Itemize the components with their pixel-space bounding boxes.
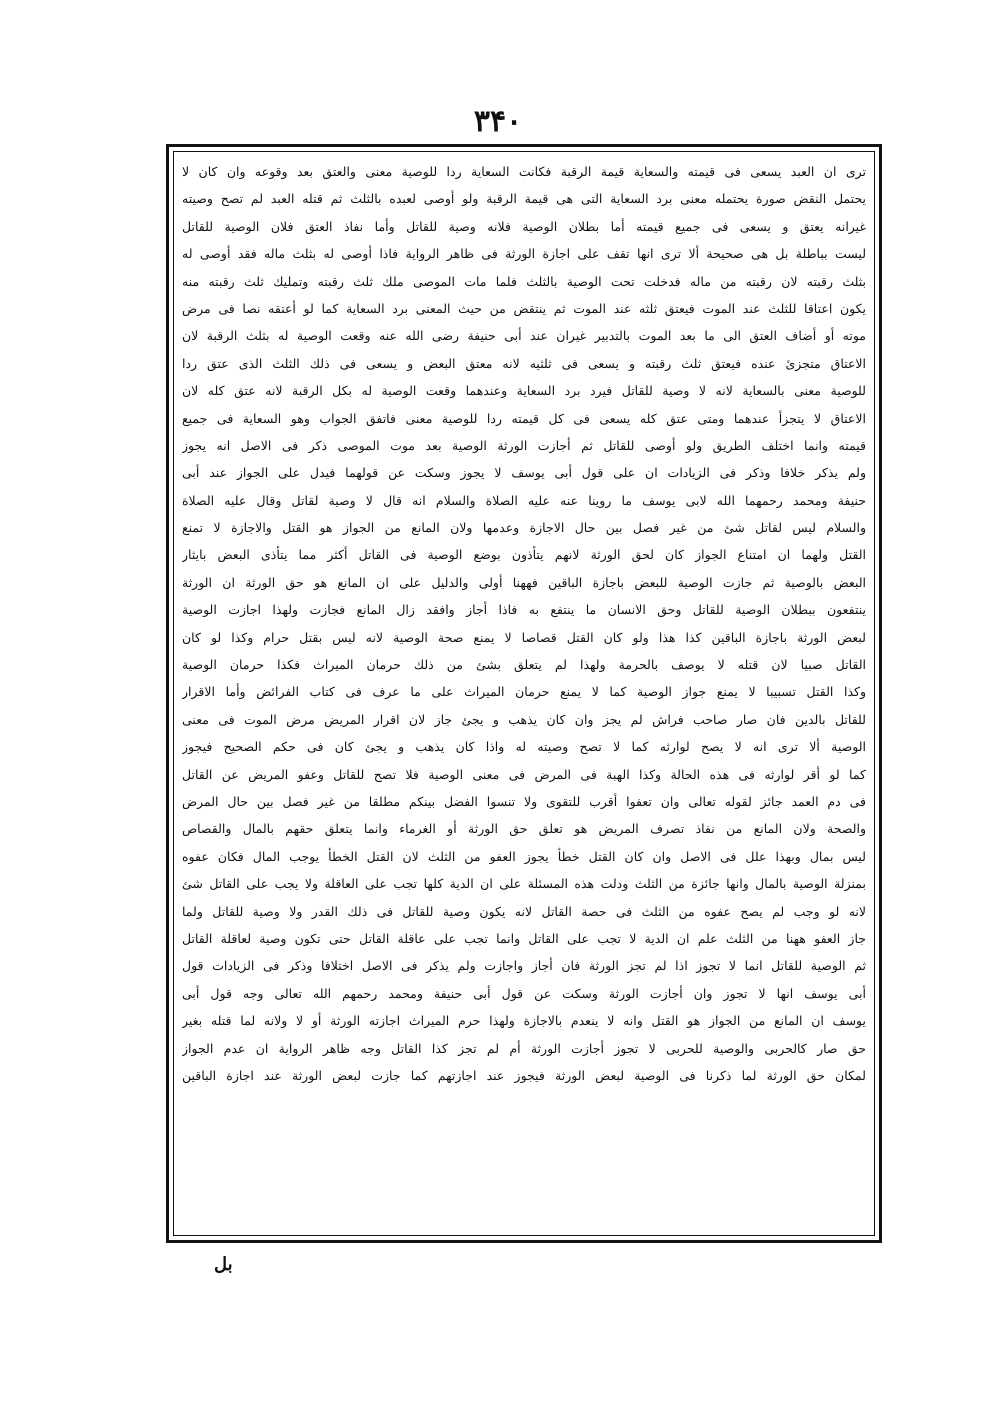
text-line: للقاتل بالدين فان صار صاحب فراش لم يجز وان كان يذهب و يجئ جاز لان اقرار المريض مرض الموت فى معنى [182,711,866,727]
text-line: بمنزلة الوصية بالمال وانها جائزة من الثلث ودلت هذه المسئلة على ان الدية كلها تجب على العاقلة ولا يجب على القاتل شئ [182,876,866,892]
text-line: يحتمل النقض صورة يحتمله معنى برد السعاية التى هى قيمة الرقبة ولو أوصى لعبده بالثلث ثم قتله العبد لم تصح وصيته [182,191,866,207]
text-line: القاتل صبيا لان قتله لا يوصف بالحرمة ولهذا لم يتعلق بشئ من ذلك حرمان الميراث فكذا حرمان الوصية [182,657,866,673]
text-line: حق صار كالحربى والوصية للحربى لا تجوز أجازت الورثة أم لم تجز كذا القاتل وجه ظاهر الرواية ان عدم الجواز [182,1040,866,1056]
text-line: البعض بالوصية ثم جازت الوصية للبعض باجازة الباقين فههنا أولى والدليل على ان المانع هو حق الورثة ان الورثة [182,574,866,590]
text-line: موته أو أضاف العتق الى ما بعد الموت بالتدبير غيران عند أبى حنيفة رضى الله عنه وقعت الوصية له بثلث الرقبة لان [182,328,866,344]
text-line: والصحة ولان المانع من نفاذ تصرف المريض هو تعلق حق الورثة أو الغرماء وانما يتعلق حقهم بالمال والقصاص [182,821,866,837]
text-line: الوصية ألا ترى انه لا يصح لوارثه كما لا تصح وصيته له واذا كان يذهب و يجئ كان فى حكم الصحيح فيجوز [182,739,866,755]
catchword: بل [214,1254,233,1275]
text-frame-inner [173,151,875,1236]
body-text [182,158,866,1089]
text-line: فى دم العمد جائز لقوله تعالى وان تعفوا أقرب للتقوى ولا تنسوا الفضل بينكم مطلقا من غير فصل بين حال المرض [182,793,866,809]
text-line: غيرانه يعتق و يسعى فى جميع قيمته أما بطلان الوصية فلانه وصية للقاتل وأما نفاذ العتق فلان الوصية للقاتل [182,218,866,234]
text-line: كما لو أقر لوارثه فى هذه الحالة وكذا الهبة فى المرض فى معنى الوصية فلا تصح للقاتل وعفو المريض عن القاتل [182,766,866,782]
text-line: وكذا القتل تسبيبا لا يمنع جواز الوصية كما لا يمنع حرمان الميراث على ما عرف فى كتاب الفرائض وأما الاقرار [182,684,866,700]
text-line: يكون اعتاقا للثلث عند الموت فيعتق ثلثه عند الموت ثم ينتقض من حيث المعنى برد السعاية كما لو أعتقه نصا فى مرض [182,300,866,316]
text-line: للوصية معنى بالسعاية لانه لا وصية للقاتل فيرد برد السعاية وعندهما وقعت الوصية له بكل الرقبة لانه عتق كله لان [182,383,866,399]
text-line: ليست بباطلة بل هى صحيحة ألا ترى انها تقف على اجازة الورثة فى ظاهر الرواية فاذا أوصى له بثلث ماله فقد أوصى له [182,246,866,262]
text-line: قيمته وانما اختلف الطريق ولو أوصى للقاتل ثم أجازت الورثة الوصية بعد موت الموصى ذكر فى الاصل انه يجوز [182,437,866,453]
text-line: لانه لو وجب لم يصح عفوه من الثلث فى حصة القاتل لانه يكون وصية للقاتل فى ذلك القدر ولا وصية للقاتل ولما [182,903,866,919]
text-line: ليس بمال وبهذا علل فى الاصل وان كان القتل خطأ يجوز العفو من الثلث لان القتل الخطأ يوجب المال فكان عفوه [182,848,866,864]
text-line: والسلام ليس لقاتل شئ من غير فصل بين حال الاجازة وعدمها ولان المانع من الجواز هو القتل والاجازة لا تمنع [182,520,866,536]
text-line: أبى يوسف انها لا تجوز وان أجازت الورثة وسكت عن قول أبى حنيفة ومحمد رحمهم الله تعالى وجه قول أبى [182,985,866,1001]
text-line: لمكان حق الورثة لما ذكرنا فى الوصية لبعض الورثة فيجوز عند اجازتهم كما جازت لبعض الورثة عند اجازة الباقين [182,1067,866,1083]
text-line: لبعض الورثة باجازة الباقين كذا هذا ولو كان القتل قصاصا لا يمنع صحة الوصية لانه ليس بقتل حرام وكذا لو كان [182,629,866,645]
text-line: الاعتاق لا يتجزأ عندهما ومتى عتق كله يسعى فى كل قيمته ردا للوصية معنى فاتفق الجواب وهو السعاية فى جميع [182,410,866,426]
text-line: جاز العفو ههنا من الثلث علم ان الدية لا تجب على القاتل وانما تجب على عاقلة القاتل حتى تكون وصية لعاقلة القاتل [182,930,866,946]
text-line: ولم يذكر خلافا وذكر فى الزيادات ان على قول أبى يوسف لا يجوز وسكت عن قولهما فيدل على الجواز عند أبى [182,465,866,481]
text-line: ترى ان العبد يسعى فى قيمته والسعاية قيمة الرقبة فكانت السعاية ردا للوصية معنى والعتق بعد وقوعه وان كان لا [182,164,866,179]
text-line: حنيفة ومحمد رحمهما الله لابى يوسف ما روينا عنه عليه الصلاة والسلام انه قال لا وصية لقاتل وقال عليه الصلاة [182,492,866,508]
text-line: بثلث رقبته لان رقبته من ماله فدخلت تحت الوصية بالثلث فلما مات الموصى ملك ثلث رقبته وتمليك ثلث رقبته منه [182,273,866,289]
text-line: يوسف ان المانع من الجواز هو القتل وانه لا ينعدم بالاجازة ولهذا حرم الميراث اجازته الورثة أو لا ولانه لما قتله بغير [182,1013,866,1029]
text-line: القتل ولهما ان امتناع الجواز كان لحق الورثة لانهم يتأذون بوضع الوصية فى القاتل أكثر مما يتأذى البعض بايثار [182,547,866,563]
text-line: الاعتاق متجزئ عنده فيعتق ثلث رقبته و يسعى فى ثلثيه لانه معتق البعض و يسعى فى ذلك الثلث الذى عتق ردا [182,355,866,371]
text-frame [166,144,882,1243]
text-line: ثم الوصية للقاتل انما لا تجوز اذا لم تجز الورثة فان أجاز واجازت ولم يذكر فى الاصل اختلافا وذكر فى الزيادات قول [182,958,866,974]
text-line: ينتفعون ببطلان الوصية للقاتل وحق الانسان ما ينتفع به فاذا أجاز وافقد زال المانع فجازت ولهذا اجازت الوصية [182,602,866,618]
page-number: ۳۴۰ [473,104,523,139]
